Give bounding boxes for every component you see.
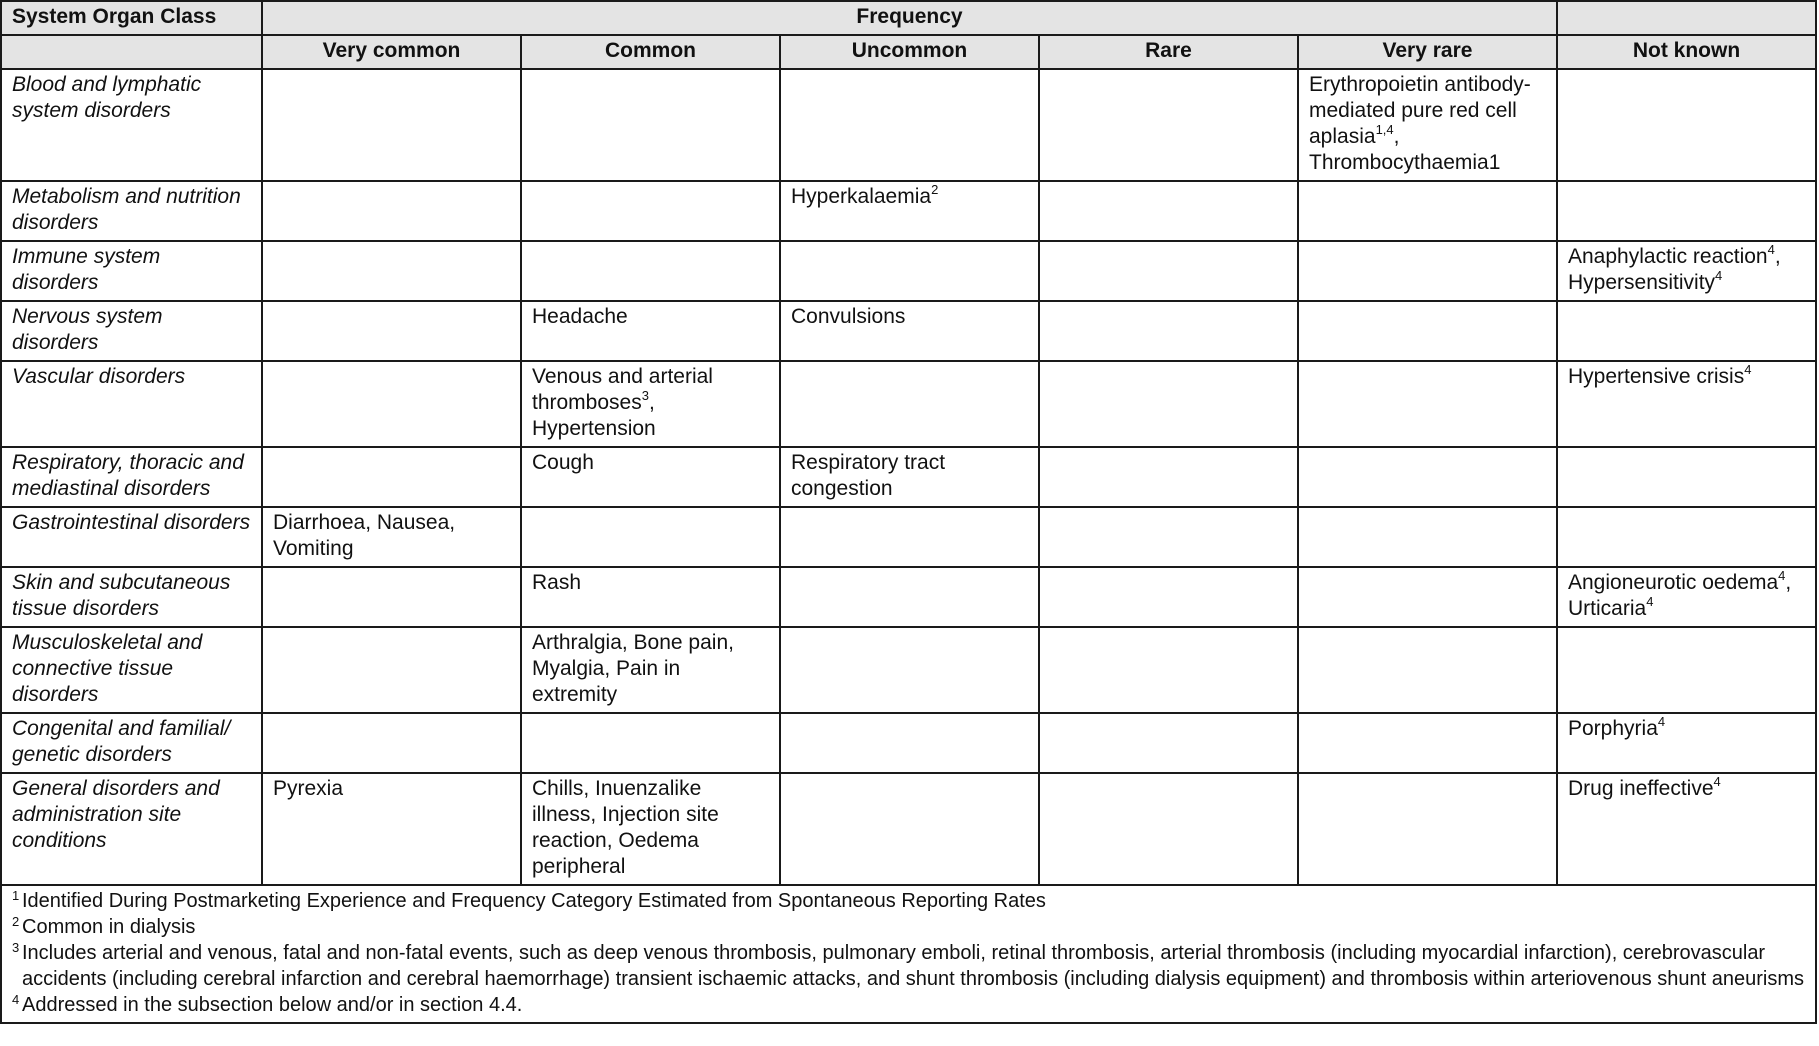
- soc-cell: Metabolism and nutrition disorders: [1, 181, 262, 241]
- cell-text: Erythropoietin antibody-mediated pure red cell aplasia: [1309, 73, 1531, 148]
- table-row: [1, 301, 1816, 361]
- cell-uncommon: [780, 69, 1039, 181]
- footnote-mark: 4: [12, 992, 20, 1007]
- footnote-ref: 4: [1715, 268, 1723, 283]
- cell-not-known: [1557, 447, 1816, 507]
- cell-uncommon: [780, 567, 1039, 627]
- cell-rare: [1039, 713, 1298, 773]
- cell-common: [521, 507, 780, 567]
- table-row: [1, 361, 1816, 447]
- cell-common: [521, 713, 780, 773]
- cell-common: [521, 567, 780, 627]
- cell-not-known: [1557, 773, 1816, 885]
- footnote: [12, 940, 1805, 992]
- cell-rare: [1039, 567, 1298, 627]
- footnotes: [1, 885, 1816, 1023]
- cell-common: [521, 773, 780, 885]
- header-blank: [1557, 1, 1816, 35]
- table-body: [1, 69, 1816, 885]
- cell-common: [521, 301, 780, 361]
- header-common: Common: [521, 35, 780, 69]
- header-not-known: Not known: [1557, 35, 1816, 69]
- cell-very-rare: [1298, 301, 1557, 361]
- footnote-mark: 1: [12, 888, 20, 903]
- cell-text: Headache: [532, 305, 628, 328]
- table-row: [1, 447, 1816, 507]
- cell-very-common: [262, 361, 521, 447]
- table-row: [1, 181, 1816, 241]
- soc-cell: Musculoskeletal and connective tissue disorders: [1, 627, 262, 713]
- soc-cell: General disorders and administration site conditions: [1, 773, 262, 885]
- table-row: [1, 627, 1816, 713]
- cell-very-rare: [1298, 361, 1557, 447]
- cell-very-rare: [1298, 713, 1557, 773]
- cell-rare: [1039, 69, 1298, 181]
- soc-cell: Nervous system disorders: [1, 301, 262, 361]
- cell-very-rare: [1298, 627, 1557, 713]
- cell-very-rare: [1298, 507, 1557, 567]
- cell-uncommon: [780, 507, 1039, 567]
- footnote-text: Common in dialysis: [22, 916, 196, 938]
- cell-very-rare: [1298, 181, 1557, 241]
- cell-very-common: [262, 713, 521, 773]
- cell-uncommon: [780, 447, 1039, 507]
- footnote-ref: 4: [1657, 714, 1666, 729]
- soc-cell: Respiratory, thoracic and mediastinal disorders: [1, 447, 262, 507]
- footnote-ref: 2: [931, 182, 939, 197]
- cell-common: [521, 447, 780, 507]
- cell-not-known: [1557, 301, 1816, 361]
- footnote-ref: 4: [1646, 594, 1654, 609]
- cell-rare: [1039, 773, 1298, 885]
- cell-not-known: [1557, 241, 1816, 301]
- footnotes-row: [1, 885, 1816, 1023]
- cell-common: [521, 627, 780, 713]
- cell-rare: [1039, 361, 1298, 447]
- header-rare: Rare: [1039, 35, 1298, 69]
- footnote-ref: 4: [1744, 362, 1752, 377]
- footnote: [12, 888, 1805, 914]
- cell-text: Venous and arterial thromboses: [532, 365, 713, 414]
- footnote-ref: 4: [1767, 242, 1775, 257]
- soc-cell: Congenital and familial/ genetic disorders: [1, 713, 262, 773]
- cell-rare: [1039, 627, 1298, 713]
- soc-cell: Immune system disorders: [1, 241, 262, 301]
- footnote: [12, 914, 1805, 940]
- cell-very-common: [262, 627, 521, 713]
- cell-not-known: [1557, 627, 1816, 713]
- cell-not-known: [1557, 69, 1816, 181]
- table-row: [1, 241, 1816, 301]
- cell-text: Rash: [532, 571, 582, 594]
- cell-uncommon: [780, 241, 1039, 301]
- cell-text: Cough: [532, 451, 594, 474]
- footnote-ref: 1,4: [1375, 122, 1394, 137]
- cell-very-common: [262, 447, 521, 507]
- cell-text: , Thrombocythaemia1: [1309, 125, 1501, 174]
- table-row: [1, 713, 1816, 773]
- cell-very-rare: [1298, 241, 1557, 301]
- footnote-text: Includes arterial and venous, fatal and non-fatal events, such as deep venous thrombosis, pulmonary emboli, retinal thrombosis, arterial thrombosis (including myocardial infarction), cerebrovascular accidents (including cerebral infarction and cerebral haemorrhage) transient ischaemic attacks, and shunt thrombosis (including dialysis equipment) and thrombosis within arteriovenous shunt aneurisms: [22, 942, 1805, 990]
- cell-text: Chills, Inuenzalike illness, Injection site reaction, Oedema peripheral: [532, 777, 719, 878]
- cell-uncommon: [780, 181, 1039, 241]
- cell-very-rare: [1298, 447, 1557, 507]
- cell-text: Arthralgia, Bone pain, Myalgia, Pain in extremity: [532, 631, 734, 706]
- cell-text: Hyperkalaemia: [791, 185, 932, 208]
- cell-text: Diarrhoea, Nausea, Vomiting: [273, 511, 456, 560]
- cell-uncommon: [780, 627, 1039, 713]
- cell-text: Anaphylactic reaction: [1568, 245, 1768, 268]
- cell-common: [521, 69, 780, 181]
- header-very-rare: Very rare: [1298, 35, 1557, 69]
- cell-very-common: [262, 773, 521, 885]
- cell-text: Pyrexia: [273, 777, 344, 800]
- table-row: [1, 773, 1816, 885]
- header-very-common: Very common: [262, 35, 521, 69]
- cell-uncommon: [780, 773, 1039, 885]
- footnote-ref: 3: [641, 388, 649, 403]
- cell-very-common: [262, 301, 521, 361]
- cell-very-common: [262, 181, 521, 241]
- cell-rare: [1039, 181, 1298, 241]
- header-blank-soc: [1, 35, 262, 69]
- cell-common: [521, 241, 780, 301]
- cell-very-rare: [1298, 69, 1557, 181]
- cell-text: , Hypersensitivity: [1568, 245, 1781, 294]
- table-row: [1, 567, 1816, 627]
- cell-common: [521, 181, 780, 241]
- soc-cell: Skin and subcutaneous tissue disorders: [1, 567, 262, 627]
- cell-rare: [1039, 507, 1298, 567]
- cell-rare: [1039, 301, 1298, 361]
- cell-not-known: [1557, 361, 1816, 447]
- footnote-ref: 4: [1713, 774, 1721, 789]
- soc-cell: Blood and lymphatic system disorders: [1, 69, 262, 181]
- header-soc: System Organ Class: [1, 1, 262, 35]
- cell-very-common: [262, 507, 521, 567]
- footnote-mark: 3: [12, 940, 20, 955]
- cell-text: Convulsions: [791, 305, 906, 328]
- footnote: [12, 992, 1805, 1018]
- cell-uncommon: [780, 361, 1039, 447]
- cell-very-rare: [1298, 567, 1557, 627]
- cell-text: Drug ineffective: [1568, 777, 1714, 800]
- cell-text: Hypertensive crisis: [1568, 365, 1745, 388]
- cell-very-common: [262, 69, 521, 181]
- cell-not-known: [1557, 713, 1816, 773]
- cell-rare: [1039, 447, 1298, 507]
- header-row-2: [1, 35, 1816, 69]
- cell-text: , Urticaria: [1568, 571, 1792, 620]
- soc-cell: Gastrointestinal disorders: [1, 507, 262, 567]
- header-frequency: Frequency: [262, 1, 1557, 35]
- footnote-text: Addressed in the subsection below and/or in section 4.4.: [22, 994, 523, 1016]
- cell-text: , Hypertension: [532, 391, 656, 440]
- cell-common: [521, 361, 780, 447]
- cell-not-known: [1557, 181, 1816, 241]
- footnote-mark: 2: [12, 914, 20, 929]
- cell-text: Angioneurotic oedema: [1568, 571, 1779, 594]
- table-row: [1, 507, 1816, 567]
- cell-uncommon: [780, 713, 1039, 773]
- header-uncommon: Uncommon: [780, 35, 1039, 69]
- cell-very-common: [262, 241, 521, 301]
- header-row-1: [1, 1, 1816, 35]
- cell-not-known: [1557, 567, 1816, 627]
- footnote-ref: 4: [1778, 568, 1786, 583]
- cell-rare: [1039, 241, 1298, 301]
- soc-cell: Vascular disorders: [1, 361, 262, 447]
- cell-text: Respiratory tract congestion: [791, 451, 946, 500]
- cell-uncommon: [780, 301, 1039, 361]
- cell-text: Porphyria: [1568, 717, 1658, 740]
- footnote-text: Identified During Postmarketing Experience and Frequency Category Estimated from Spontaneous Reporting Rates: [22, 890, 1046, 912]
- cell-very-rare: [1298, 773, 1557, 885]
- cell-not-known: [1557, 507, 1816, 567]
- table-row: [1, 69, 1816, 181]
- cell-very-common: [262, 567, 521, 627]
